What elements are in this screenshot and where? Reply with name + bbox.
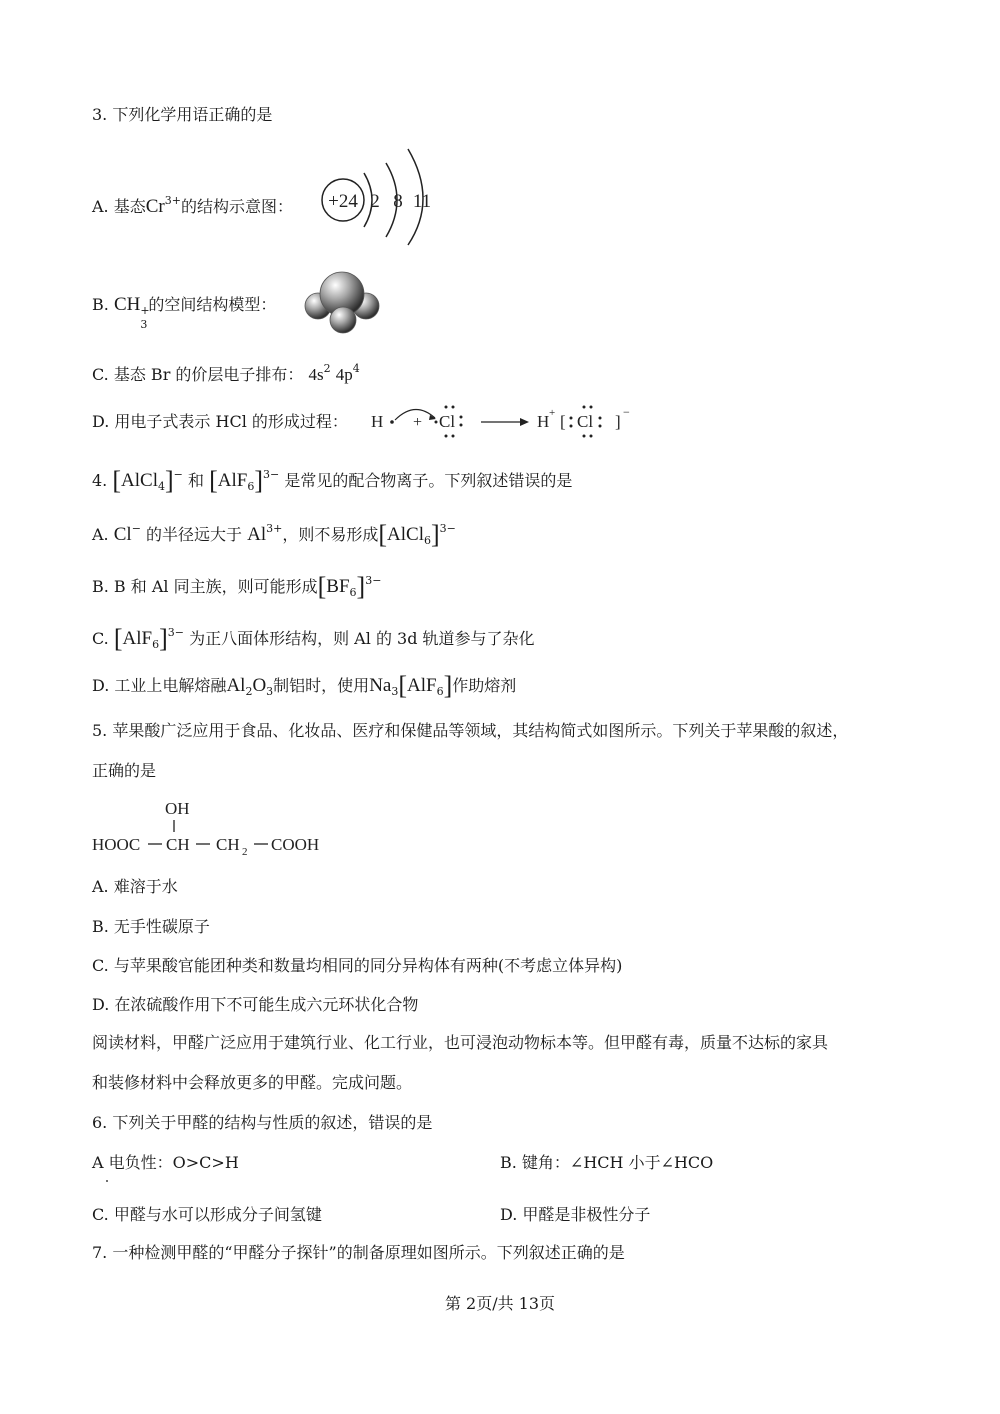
cl-dot (435, 421, 438, 424)
right-bracket: ] (615, 412, 621, 431)
cl-ion-dot (590, 406, 593, 409)
option-b-suffix: 的空间结构模型： (148, 295, 277, 314)
h-atom: H (371, 412, 384, 431)
left-bracket: [ (560, 412, 566, 431)
option-d-prefix: D. 工业上电解熔融 (92, 676, 227, 695)
alcl4-subscript: 4 (157, 480, 165, 493)
config-4p: 4p (335, 365, 353, 384)
option-d-text: D. 用电子式表示 HCl 的形成过程： (92, 412, 348, 431)
hydroxyl-group: OH (165, 799, 190, 818)
plus-sign: + (413, 414, 423, 431)
bf6-subscript: 6 (349, 586, 357, 599)
q5-option-d: D. 在浓硫酸作用下不可能生成六元环状化合物 (92, 995, 419, 1014)
bracket-open: [ (378, 520, 388, 549)
alcl4-ion: AlCl (121, 470, 158, 491)
option-a-prefix: A. (92, 525, 109, 544)
hcl-formation-diagram (365, 398, 645, 442)
bracket-close: ] (164, 466, 174, 495)
ch3-charge: + (140, 304, 150, 317)
shell-count-3: 11 (412, 191, 432, 212)
cl-symbol: Cl (113, 524, 132, 545)
alf6-ion: AlF (217, 470, 248, 491)
reading-line1: 阅读材料，甲醛广泛应用于建筑行业、化工行业，也可浸泡动物标本等。但甲醛有毒，质量不达标的家具 (92, 1033, 829, 1052)
cr-atom-structure-diagram (316, 145, 441, 250)
cl-dot (452, 406, 455, 409)
config-4s: 4s (308, 365, 324, 384)
h-ion-charge: + (549, 407, 556, 419)
alf6-ion: AlF (407, 675, 437, 696)
alf6-subscript: 6 (247, 480, 255, 493)
q4-and: 和 (187, 471, 204, 490)
q3-option-a (92, 190, 293, 218)
cl-dot (445, 435, 448, 438)
bracket-close: ] (443, 671, 453, 700)
ch3-subscript: 3 (140, 318, 148, 331)
q4-stem-rest: 是常见的配合物离子。下列叙述错误的是 (284, 471, 573, 490)
q4-option-a (92, 518, 456, 552)
reaction-arrowhead (520, 418, 529, 426)
q5-stem-line2: 正确的是 (92, 761, 157, 780)
na3-symbol: Na (369, 675, 392, 696)
q5-option-c: C. 与苹果酸官能团种类和数量均相同的同分异构体有两种(不考虑立体异构) (92, 956, 623, 975)
bracket-open: [ (398, 671, 408, 700)
option-c-prefix: C. (92, 629, 109, 648)
alf6-subscript: 6 (436, 685, 444, 698)
alf6-charge: 3− (167, 626, 184, 639)
option-d-end: 作助熔剂 (452, 676, 517, 695)
bracket-close: ] (356, 572, 366, 601)
alf6-charge: 3− (263, 468, 280, 481)
q4-option-b (92, 570, 381, 604)
bracket-open: [ (317, 572, 327, 601)
ch3-ball-model (300, 268, 384, 334)
alcl6-ion: AlCl (387, 524, 424, 545)
cooh-group: COOH (271, 835, 320, 854)
malic-acid-structure (90, 796, 340, 858)
q4-stem (92, 464, 572, 498)
shell-count-1: 2 (370, 191, 380, 212)
stray-dot (106, 1180, 108, 1182)
q6-stem: 6. 下列关于甲醛的结构与性质的叙述，错误的是 (92, 1113, 433, 1132)
option-a-mid2: ，则不易形成 (282, 525, 379, 544)
cl-charge: − (131, 522, 141, 535)
nucleus-charge: +24 (328, 191, 358, 212)
al-charge: 3+ (266, 522, 283, 535)
na3-subscript: 3 (391, 685, 399, 698)
config-4s-count: 2 (323, 362, 331, 375)
h-electron-dot (390, 420, 394, 424)
bracket-open: [ (113, 624, 123, 653)
cl-dot (460, 416, 463, 419)
alf6-ion: AlF (122, 628, 153, 649)
h-ion: H (537, 412, 550, 431)
cl-atom: Cl (439, 412, 456, 431)
cl-ion-dot (570, 425, 573, 428)
hooc-group: HOOC (92, 835, 141, 854)
cl-ion-dot (599, 417, 602, 420)
q5-option-b: B. 无手性碳原子 (92, 917, 210, 936)
bf6-ion: BF (326, 576, 350, 597)
q6-option-b: B. 键角：∠HCH 小于∠HCO (500, 1153, 714, 1172)
option-a-prefix: A. 基态 (92, 197, 146, 216)
cl-ion: Cl (577, 412, 594, 431)
q6-option-a: A 电负性：O>C>H (92, 1153, 239, 1172)
hydrogen-ball-front (330, 307, 356, 333)
bracket-close: ] (159, 624, 168, 653)
q6-option-c: C. 甲醛与水可以形成分子间氢键 (92, 1205, 322, 1224)
q5-stem-line1: 5. 苹果酸广泛应用于食品、化妆品、医疗和保健品等领域，其结构简式如图所示。下列关于苹果酸的叙述， (92, 721, 849, 740)
cl-ion-dot (599, 425, 602, 428)
q7-stem: 7. 一种检测甲醛的“甲醛分子探针”的制备原理如图所示。下列叙述正确的是 (92, 1243, 625, 1262)
option-a-suffix: 的结构示意图： (180, 197, 293, 216)
alcl6-subscript: 6 (423, 534, 431, 547)
page-footer: 第 2页/共 13页 (444, 1294, 556, 1313)
al-symbol: Al (247, 524, 267, 545)
alcl6-charge: 3− (439, 522, 456, 535)
al2o3-o: O (252, 675, 267, 696)
cl-ion-dot (583, 406, 586, 409)
bracket-open: [ (112, 466, 122, 495)
ch2-group: CH (216, 835, 240, 854)
al2o3-al: Al (226, 675, 246, 696)
bracket-close: ] (430, 520, 440, 549)
q3-stem: 3. 下列化学用语正确的是 (92, 105, 273, 124)
cr-charge: 3+ (164, 194, 181, 207)
config-4p-count: 4 (352, 362, 360, 375)
reading-line2: 和装修材料中会释放更多的甲醛。完成问题。 (92, 1073, 413, 1092)
option-b-text: B. B 和 Al 同主族，则可能形成 (92, 577, 318, 596)
q5-option-a: A. 难溶于水 (92, 877, 178, 896)
q4-number: 4. (92, 471, 108, 490)
option-d-mid: 制铝时，使用 (273, 676, 370, 695)
cl-ion-dot (590, 435, 593, 438)
bf6-charge: 3− (365, 574, 382, 587)
q6-option-d: D. 甲醛是非极性分子 (500, 1205, 651, 1224)
al2o3-sub1: 2 (245, 685, 253, 698)
option-c-text: C. 基态 Br 的价层电子排布： (92, 365, 304, 384)
ch3-formula: CH (113, 294, 141, 315)
cl-dot (460, 424, 463, 427)
option-b-prefix: B. (92, 295, 109, 314)
cr-symbol: Cr (145, 196, 165, 217)
shell-count-2: 8 (393, 191, 403, 212)
q4-option-c (92, 622, 535, 656)
bracket-open: [ (209, 466, 218, 495)
option-c-text: 为正八面体形结构，则 Al 的 3d 轨道参与了杂化 (189, 629, 535, 648)
cl-ion-charge: − (623, 405, 630, 419)
cl-ion-dot (570, 417, 573, 420)
bracket-close: ] (254, 466, 263, 495)
cl-dot (445, 406, 448, 409)
q4-option-d (92, 671, 517, 703)
ch-group: CH (166, 835, 190, 854)
q3-option-c (92, 358, 360, 386)
q3-option-b (92, 294, 277, 331)
option-a-mid1: 的半径远大于 (146, 525, 243, 544)
al2o3-sub2: 3 (266, 685, 274, 698)
alcl4-charge: − (173, 468, 183, 481)
alf6-subscript: 6 (152, 638, 160, 651)
cl-ion-dot (583, 435, 586, 438)
cl-dot (452, 435, 455, 438)
q3-option-d (92, 411, 348, 433)
ch2-subscript: 2 (242, 846, 248, 858)
